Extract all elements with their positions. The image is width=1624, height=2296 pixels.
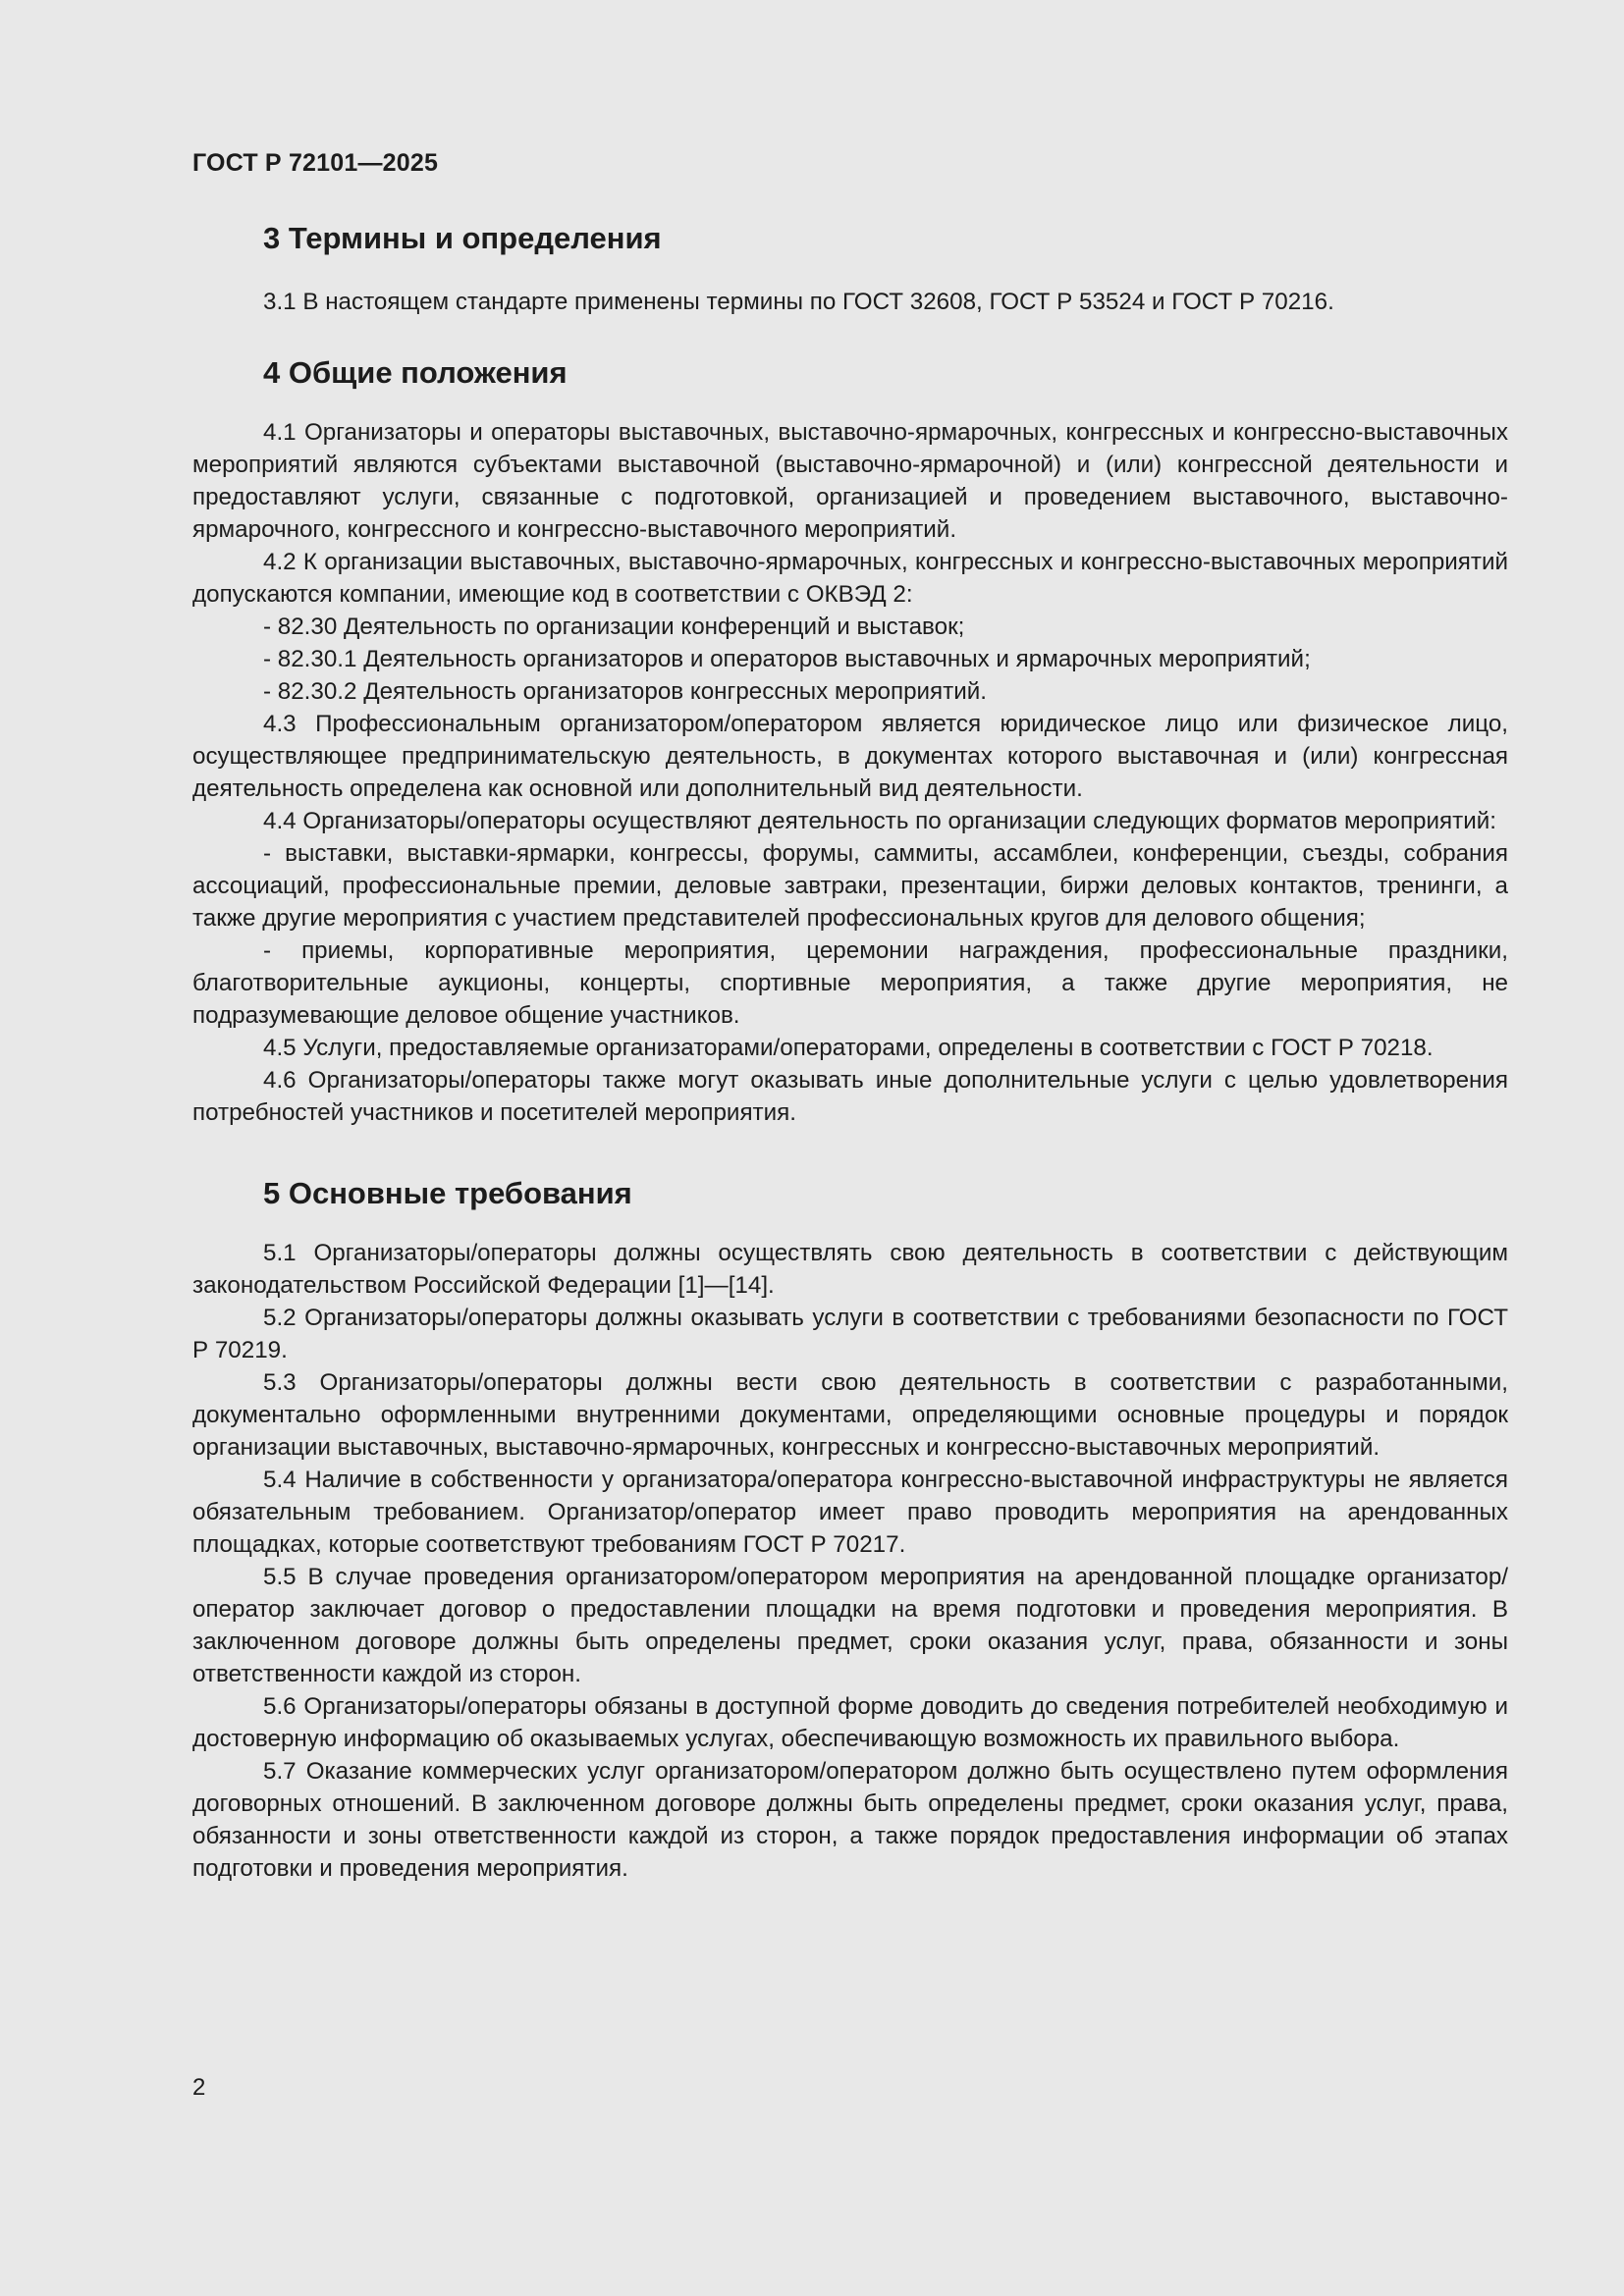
list-item: - 82.30 Деятельность по организации конференций и выставок;: [263, 614, 965, 640]
paragraph: 5.3 Организаторы/операторы должны вести свою деятельность в соответствии с разработанными, документально оформленными внутренними документами, определяющими основные процедуры и порядок организации выставочных, выставочно-ярмарочных, конгрессных и конгрессно-выставочных мероприятий.: [192, 1369, 1508, 1461]
paragraph: 4.5 Услуги, предоставляемые организаторами/операторами, определены в соответствии с ГОСТ Р 70218.: [263, 1035, 1434, 1061]
paragraph: 4.2 К организации выставочных, выставочно-ярмарочных, конгрессных и конгрессно-выставочных мероприятий допускаются компании, имеющие код в соответствии с ОКВЭД 2:: [192, 549, 1508, 608]
section-requirements: [192, 1176, 1508, 1885]
paragraph: 5.5 В случае проведения организатором/оператором мероприятия на арендованной площадке организатор/оператор заключает договор о предоставлении площадки на время подготовки и проведения мероприятия. В заключенном договоре должны быть определены предмет, сроки оказания услуг, права, обязанности и зоны ответственности каждой из сторон.: [192, 1564, 1508, 1687]
list-item: - 82.30.1 Деятельность организаторов и операторов выставочных и ярмарочных мероприятий;: [263, 646, 1311, 672]
section-title: 3 Термины и определения: [263, 221, 662, 255]
paragraph: 5.7 Оказание коммерческих услуг организатором/оператором должно быть осуществлено путем оформления договорных отношений. В заключенном договоре должны быть определены предмет, сроки оказания услуг, права, обязанности и зоны ответственности каждой из сторон, а также порядок предоставления информации об этапах подготовки и проведения мероприятия.: [192, 1758, 1508, 1882]
paragraph: 4.4 Организаторы/операторы осуществляют деятельность по организации следующих форматов мероприятий:: [263, 808, 1496, 834]
paragraph: 4.3 Профессиональным организатором/оператором является юридическое лицо или физическое лицо, осуществляющее предпринимательскую деятельность, в документах которого выставочная и (или) конгрессная деятельность определена как основной или дополнительный вид деятельности.: [192, 711, 1508, 802]
section-title: 4 Общие положения: [263, 355, 568, 390]
paragraph: 5.2 Организаторы/операторы должны оказывать услуги в соответствии с требованиями безопасности по ГОСТ Р 70219.: [192, 1305, 1508, 1363]
section-terms: [192, 221, 1508, 318]
paragraph: 3.1 В настоящем стандарте применены термины по ГОСТ 32608, ГОСТ Р 53524 и ГОСТ Р 70216.: [263, 289, 1334, 315]
list-item: - приемы, корпоративные мероприятия, церемонии награждения, профессиональные праздники, благотворительные аукционы, концерты, спортивные мероприятия, а также другие мероприятия, не подразумевающие деловое общение участников.: [192, 937, 1508, 1029]
list-item: - выставки, выставки-ярмарки, конгрессы, форумы, саммиты, ассамблеи, конференции, съезды, собрания ассоциаций, профессиональные премии, деловые завтраки, презентации, биржи деловых контактов, тренинги, а также другие мероприятия с участием представителей профессиональных кругов для делового общения;: [192, 840, 1508, 932]
paragraph: 4.6 Организаторы/операторы также могут оказывать иные дополнительные услуги с целью удовлетворения потребностей участников и посетителей мероприятия.: [192, 1067, 1508, 1126]
paragraph: 5.4 Наличие в собственности у организатора/оператора конгрессно-выставочной инфраструктуры не является обязательным требованием. Организатор/оператор имеет право проводить мероприятия на арендованных площадках, которые соответствуют требованиям ГОСТ Р 70217.: [192, 1467, 1508, 1558]
document-header: ГОСТ Р 72101—2025: [192, 149, 439, 177]
paragraph: 5.1 Организаторы/операторы должны осуществлять свою деятельность в соответствии с действующим законодательством Российской Федерации [1]—[14].: [192, 1240, 1508, 1299]
list-item: - 82.30.2 Деятельность организаторов конгрессных мероприятий.: [263, 678, 987, 705]
paragraph: 5.6 Организаторы/операторы обязаны в доступной форме доводить до сведения потребителей необходимую и достоверную информацию об оказываемых услугах, обеспечивающую возможность их правильного выбора.: [192, 1693, 1508, 1752]
paragraph: 4.1 Организаторы и операторы выставочных, выставочно-ярмарочных, конгрессных и конгрессно-выставочных мероприятий являются субъектами выставочной (выставочно-ярмарочной) и (или) конгрессной деятельности и предоставляют услуги, связанные с подготовкой, организацией и проведением выставочного, выставочно-ярмарочного, конгрессного и конгрессно-выставочного мероприятий.: [192, 419, 1508, 543]
section-title: 5 Основные требования: [263, 1176, 632, 1210]
page-number: 2: [192, 2074, 206, 2101]
section-general: [192, 355, 1508, 1129]
